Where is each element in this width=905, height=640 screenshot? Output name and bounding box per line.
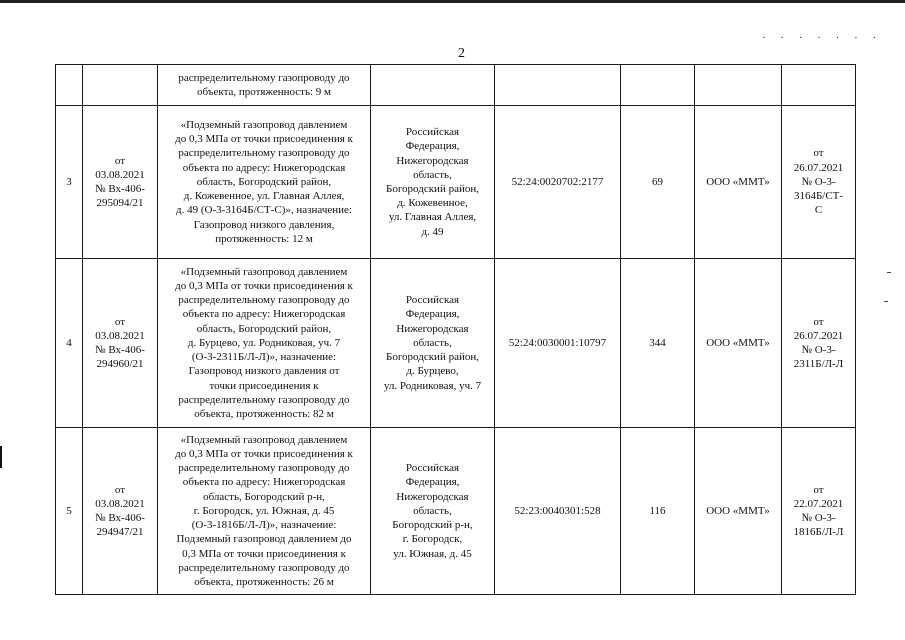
owner-cell: ООО «ММТ» <box>695 428 782 595</box>
owner-cell: ООО «ММТ» <box>695 259 782 428</box>
permit-cell: от 26.07.2021 № О-3- 2311Б/Л-Л <box>782 259 856 428</box>
scan-right-tick <box>887 272 891 273</box>
scan-top-border <box>0 0 905 3</box>
scan-left-mark <box>0 446 2 468</box>
request-cell: от 03.08.2021 № Вх-406- 295094/21 <box>83 106 158 259</box>
row-number-cell: 3 <box>56 106 83 259</box>
cadastral-number-cell <box>495 65 621 106</box>
permit-cell: от 26.07.2021 № О-3- 3164Б/СТ- С <box>782 106 856 259</box>
area-cell: 344 <box>621 259 695 428</box>
request-cell <box>83 65 158 106</box>
page-number: 2 <box>458 46 465 61</box>
object-description-cell: «Подземный газопровод давлением до 0,3 МПа от точки присоединения к распределительному газопроводу до объекта по адресу: Нижегородская область, Богородский р-н, г. Богородск, ул. Южная, д. 45 (О-3-1816Б/Л-Л)», назначение: Подземный газопровод давлением до 0,3 МПа от точки присоединения к распределительному газопроводу до объекта, протяженность: 26 м <box>158 428 371 595</box>
permit-cell <box>782 65 856 106</box>
location-cell <box>371 65 495 106</box>
object-description-cell: «Подземный газопровод давлением до 0,3 МПа от точки присоединения к распределительному газопроводу до объекта по адресу: Нижегородская область, Богородский район, д. Бурцево, ул. Родниковая, уч. 7 (О-3-2311Б/Л-Л)», назначение: Газопровод низкого давления от точки присоединения к распределительному газопроводу до объекта, протяженность: 82 м <box>158 259 371 428</box>
request-cell: от 03.08.2021 № Вх-406- 294960/21 <box>83 259 158 428</box>
registry-table <box>55 64 856 595</box>
row-number-cell: 4 <box>56 259 83 428</box>
area-cell: 69 <box>621 106 695 259</box>
request-cell: от 03.08.2021 № Вх-406- 294947/21 <box>83 428 158 595</box>
owner-cell: ООО «ММТ» <box>695 106 782 259</box>
area-cell <box>621 65 695 106</box>
permit-cell: от 22.07.2021 № О-3- 1816Б/Л-Л <box>782 428 856 595</box>
cadastral-number-cell: 52:24:0020702:2177 <box>495 106 621 259</box>
table-row <box>56 428 856 595</box>
scan-marks: · · · · · · · <box>762 32 883 44</box>
cadastral-number-cell: 52:24:0030001:10797 <box>495 259 621 428</box>
area-cell: 116 <box>621 428 695 595</box>
object-description-cell: «Подземный газопровод давлением до 0,3 МПа от точки присоединения к распределительному газопроводу до объекта по адресу: Нижегородская область, Богородский район, д. Кожевенное, ул. Главная Аллея, д. 49 (О-3-3164Б/СТ-С)», назначение: Газопровод низкого давления, протяженность: 12 м <box>158 106 371 259</box>
cadastral-number-cell: 52:23:0040301:528 <box>495 428 621 595</box>
table-row <box>56 259 856 428</box>
location-cell: Российская Федерация, Нижегородская область, Богородский район, д. Кожевенное, ул. Главная Аллея, д. 49 <box>371 106 495 259</box>
location-cell: Российская Федерация, Нижегородская область, Богородский р-н, г. Богородск, ул. Южная, д. 45 <box>371 428 495 595</box>
scan-right-tick <box>884 301 888 302</box>
object-description-cell: распределительному газопроводу до объекта, протяженность: 9 м <box>158 65 371 106</box>
table-row <box>56 65 856 106</box>
table-row <box>56 106 856 259</box>
owner-cell <box>695 65 782 106</box>
row-number-cell <box>56 65 83 106</box>
row-number-cell: 5 <box>56 428 83 595</box>
location-cell: Российская Федерация, Нижегородская область, Богородский район, д. Бурцево, ул. Родниковая, уч. 7 <box>371 259 495 428</box>
